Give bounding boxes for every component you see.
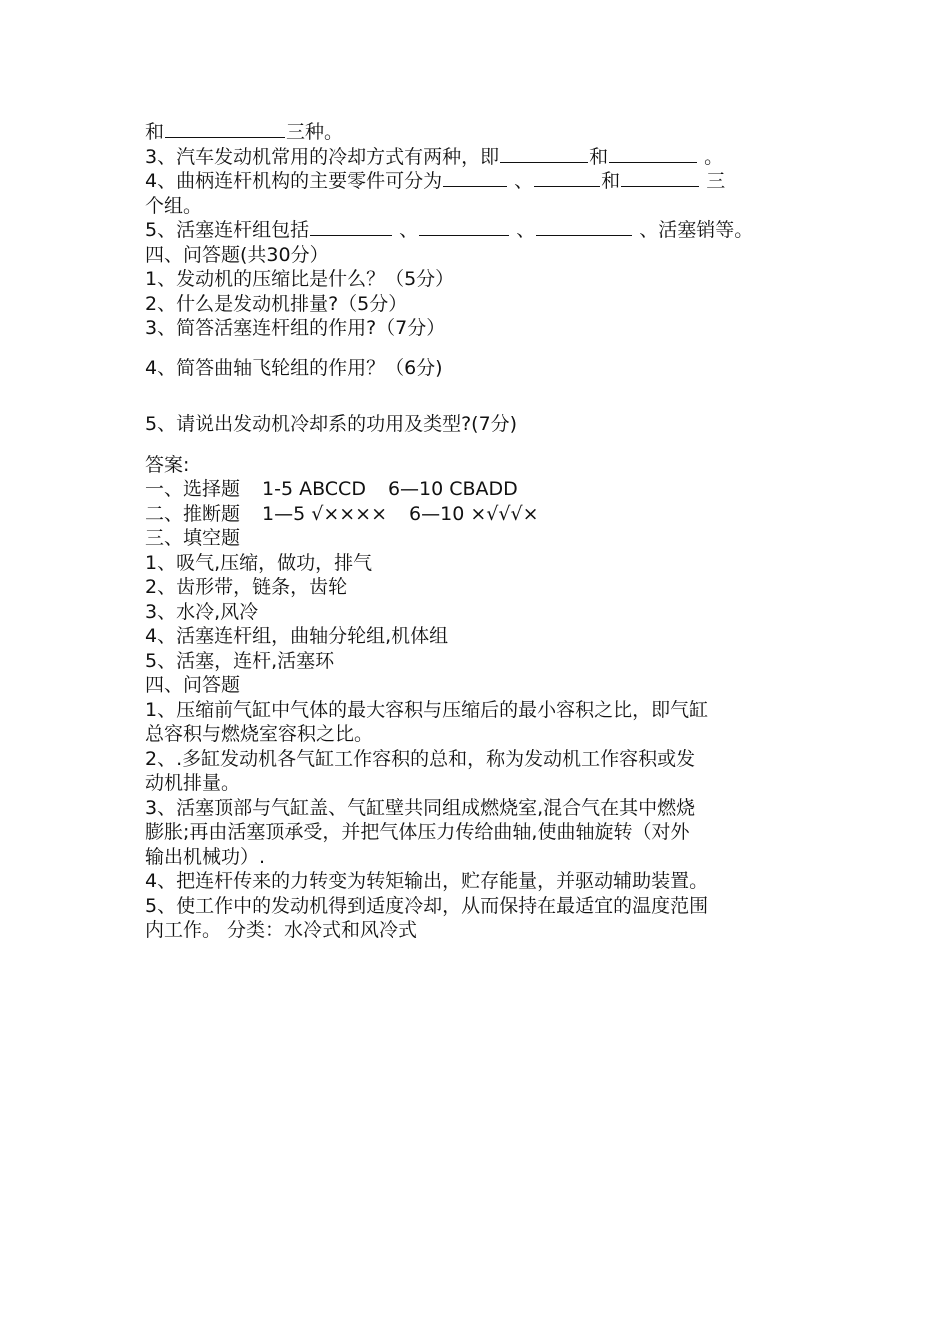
answer-blank — [310, 218, 392, 236]
answers-heading: 答案: — [145, 453, 190, 476]
text: 和 — [589, 145, 609, 168]
qa-item-4: 4、简答曲轴飞轮组的作用？（6分) — [145, 356, 443, 379]
fill-q4-cont — [145, 194, 835, 219]
answers-qa-line: 内工作。 分类：水冷式和风冷式 — [145, 919, 418, 941]
answers-qa-line: 动机排量。 — [145, 772, 241, 794]
answer-blank — [165, 120, 285, 138]
text: 1-5 ABCCD — [262, 478, 366, 500]
qa-item-3: 3、简答活塞连杆组的作用?（7分） — [145, 317, 446, 339]
spacer — [145, 396, 835, 412]
fill-q4 — [145, 169, 835, 194]
qa-heading: 四、问答题(共30分） — [145, 243, 329, 266]
answers-qa-line: 1、压缩前气缸中气体的最大容积与压缩后的最小容积之比，即气缸 — [145, 698, 709, 721]
text: 6—10 CBADD — [387, 478, 518, 500]
answers-fill-1: 1、吸气,压缩，做功，排气 — [145, 551, 373, 574]
answers-fill-heading: 三、填空题 — [145, 527, 241, 549]
answers-fill-4: 4、活塞连杆组，曲轴分轮组,机体组 — [145, 625, 449, 647]
answers-qa-line: 输出机械功）. — [145, 845, 266, 868]
answers-qa-line: 5、使工作中的发动机得到适度冷却，从而保持在最适宜的温度范围 — [145, 894, 709, 917]
text: 三 — [706, 170, 726, 192]
text: 1—5 √×××× — [262, 502, 388, 525]
text: 5、活塞连杆组包括 — [145, 219, 310, 241]
answers-choice — [145, 477, 835, 502]
answer-blank — [443, 169, 507, 187]
answers-qa-line: 2、.多缸发动机各气缸工作容积的总和，称为发动机工作容积或发 — [145, 747, 696, 770]
answers-qa-line: 4、把连杆传来的力转变为转矩输出，贮存能量，并驱动辅助装置。 — [145, 870, 709, 892]
answer-blank — [419, 218, 509, 236]
answers-qa-line: 总容积与燃烧室容积之比。 — [145, 723, 374, 745]
answer-blank — [500, 145, 588, 163]
text: 、 — [399, 219, 419, 241]
answer-blank — [534, 169, 600, 187]
answers-fill-5: 5、活塞，连杆,活塞环 — [145, 649, 335, 672]
text: 3、汽车发动机常用的冷却方式有两种，即 — [145, 145, 500, 168]
text: 、 — [516, 219, 536, 241]
qa-item-2: 2、什么是发动机排量?（5分） — [145, 292, 408, 315]
fill-q3 — [145, 145, 835, 170]
answer-blank — [621, 169, 699, 187]
text: 。 — [704, 145, 724, 168]
answers-fill-2: 2、齿形带，链条，齿轮 — [145, 576, 348, 598]
answers-qa-line: 膨胀;再由活塞顶承受，并把气体压力传给曲轴,使曲轴旋转（对外 — [145, 821, 690, 843]
text: 4、曲柄连杆机构的主要零件可分为 — [145, 170, 443, 192]
text: 二、推断题 — [145, 502, 241, 525]
answer-blank — [536, 218, 632, 236]
fill-q5 — [145, 218, 835, 243]
text: 三种。 — [286, 121, 344, 143]
spacer — [145, 437, 835, 453]
qa-item-5: 5、请说出发动机冷却系的功用及类型?(7分) — [145, 413, 518, 435]
text: 、活塞销等。 — [639, 219, 754, 241]
text: 和 — [145, 121, 165, 143]
text: 6—10 ×√√√× — [409, 502, 539, 525]
fill-q2-tail — [145, 120, 835, 145]
text: 和 — [601, 170, 621, 192]
answers-fill-3: 3、水冷,风冷 — [145, 600, 259, 623]
answers-qa-line: 3、活塞顶部与气缸盖、气缸壁共同组成燃烧室,混合气在其中燃烧 — [145, 796, 696, 819]
text: 个组。 — [145, 194, 203, 217]
qa-item-1: 1、发动机的压缩比是什么？（5分） — [145, 268, 455, 290]
text: 一、选择题 — [145, 478, 241, 500]
answers-qa-heading: 四、问答题 — [145, 674, 241, 696]
text: 、 — [514, 170, 534, 192]
spacer — [145, 380, 835, 396]
answers-judge — [145, 502, 835, 527]
exam-page — [145, 120, 835, 943]
answer-blank — [609, 145, 697, 163]
spacer — [145, 341, 835, 356]
